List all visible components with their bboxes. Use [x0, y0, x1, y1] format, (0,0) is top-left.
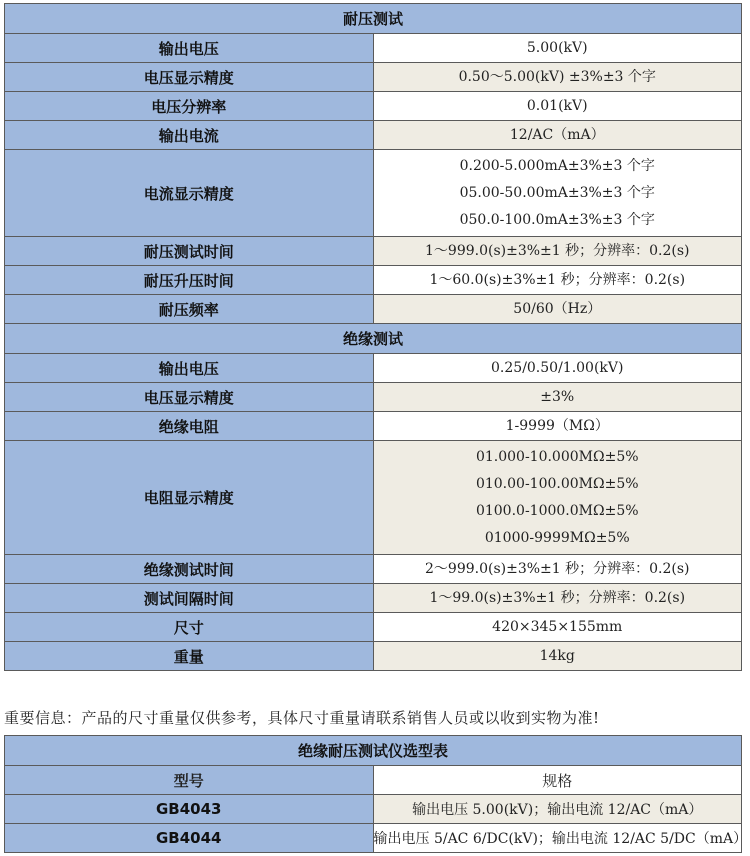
- spec-row: [5, 383, 742, 412]
- spec-row: [5, 121, 742, 150]
- spec-value: [373, 34, 742, 63]
- spec-value-line: 050.0-100.0mA±3%±3 个字: [459, 211, 655, 228]
- spec-row: [5, 63, 742, 92]
- spec-value-line: 50/60（Hz）: [513, 300, 602, 317]
- spec-label: 电压分辨率: [5, 92, 374, 121]
- withstand-section-title: 耐压测试: [5, 4, 742, 34]
- spec-value-line: 05.00-50.00mA±3%±3 个字: [459, 184, 655, 201]
- spec-value: [373, 441, 742, 555]
- spec-value: [373, 295, 742, 324]
- spec-label: 输出电流: [5, 121, 374, 150]
- model-spec: 输出电压 5/AC 6/DC(kV)；输出电流 12/AC 5/DC（mA）: [373, 824, 742, 853]
- spec-value-line: 0.200-5.000mA±3%±3 个字: [459, 157, 655, 174]
- spec-label: 尺寸: [5, 613, 374, 642]
- spec-value-line: 1～60.0(s)±3%±1 秒；分辨率：0.2(s): [429, 271, 686, 288]
- spec-value: [373, 121, 742, 150]
- spec-label: 电压显示精度: [5, 63, 374, 92]
- model-code: GB4043: [5, 795, 374, 824]
- spec-value-line: 2～999.0(s)±3%±1 秒；分辨率：0.2(s): [425, 560, 690, 577]
- spec-row: [5, 295, 742, 324]
- spec-value-line: 01.000-10.000MΩ±5%: [475, 448, 639, 465]
- spec-value-line: 420×345×155mm: [492, 618, 623, 635]
- spec-label: 重量: [5, 642, 374, 671]
- spec-value: [373, 266, 742, 295]
- model-selection-table: [4, 735, 748, 853]
- model-row: [5, 795, 742, 824]
- spec-row: [5, 266, 742, 295]
- spec-value-line: 12/AC（mA）: [509, 126, 605, 143]
- spec-row: [5, 555, 742, 584]
- spec-row: [5, 613, 742, 642]
- spec-row: [5, 92, 742, 121]
- spec-value: [373, 354, 742, 383]
- spec-label: 绝缘电阻: [5, 412, 374, 441]
- spec-value-line: 5.00(kV): [526, 39, 588, 56]
- spec-value-line: 14kg: [539, 647, 575, 664]
- model-table-title: 绝缘耐压测试仪选型表: [5, 736, 742, 766]
- model-spec: 输出电压 5.00(kV)；输出电流 12/AC（mA）: [373, 795, 742, 824]
- spec-row: [5, 34, 742, 63]
- spec-row: [5, 584, 742, 613]
- spec-value-line: 1-9999（MΩ）: [505, 417, 609, 434]
- spec-value-line: ±3%: [540, 388, 575, 405]
- spec-label: 耐压测试时间: [5, 237, 374, 266]
- spec-row: [5, 237, 742, 266]
- notice-text: 重要信息：产品的尺寸重量仅供参考，具体尺寸重量请联系销售人员或以收到实物为准!: [4, 709, 600, 727]
- spec-value: [373, 642, 742, 671]
- spec-value-line: 1～999.0(s)±3%±1 秒；分辨率：0.2(s): [425, 242, 690, 259]
- spec-value-line: 0100.0-1000.0MΩ±5%: [475, 502, 639, 519]
- model-row: [5, 824, 742, 853]
- spec-value-line: 0.01(kV): [526, 97, 588, 114]
- spec-value-line: 01000-9999MΩ±5%: [484, 529, 630, 546]
- spec-value: [373, 613, 742, 642]
- spec-label: 测试间隔时间: [5, 584, 374, 613]
- spec-column-header: 规格: [373, 766, 742, 795]
- spec-label: 耐压频率: [5, 295, 374, 324]
- spec-row: [5, 642, 742, 671]
- spec-value: [373, 412, 742, 441]
- spec-value-line: 010.00-100.00MΩ±5%: [475, 475, 639, 492]
- spec-value-line: 1～99.0(s)±3%±1 秒；分辨率：0.2(s): [429, 589, 686, 606]
- spec-row: [5, 441, 742, 555]
- spec-label: 电流显示精度: [5, 150, 374, 237]
- spec-row: [5, 354, 742, 383]
- spec-label: 输出电压: [5, 354, 374, 383]
- spec-label: 耐压升压时间: [5, 266, 374, 295]
- model-column-header: 型号: [5, 766, 374, 795]
- spec-value: [373, 63, 742, 92]
- spec-value: [373, 383, 742, 412]
- spec-row: [5, 150, 742, 237]
- spec-value: [373, 92, 742, 121]
- spec-value: [373, 584, 742, 613]
- spec-value: [373, 555, 742, 584]
- spec-label: 电压显示精度: [5, 383, 374, 412]
- spec-label: 电阻显示精度: [5, 441, 374, 555]
- spec-value: [373, 150, 742, 237]
- spec-table: [4, 3, 742, 671]
- spec-value: [373, 237, 742, 266]
- model-code: GB4044: [5, 824, 374, 853]
- spec-label: 绝缘测试时间: [5, 555, 374, 584]
- spec-value-line: 0.25/0.50/1.00(kV): [491, 359, 624, 376]
- insulation-section-title: 绝缘测试: [5, 324, 742, 354]
- spec-label: 输出电压: [5, 34, 374, 63]
- spec-value-line: 0.50～5.00(kV) ±3%±3 个字: [458, 68, 656, 85]
- spec-row: [5, 412, 742, 441]
